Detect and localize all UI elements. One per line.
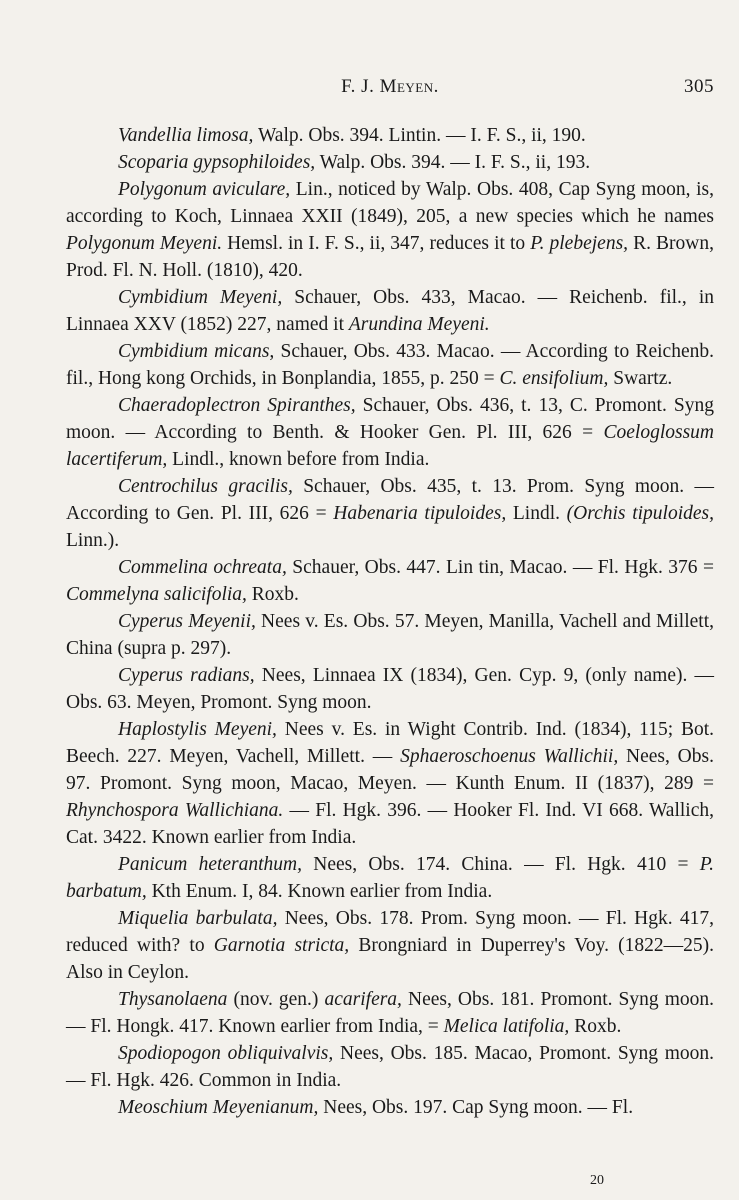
species-entry <box>66 392 714 473</box>
italic-name: C. ensifolium, <box>499 368 609 389</box>
entry-text: Nees, Obs. 185. Macao, Promont. Syng moon. — Fl. Hgk. 426. Common in India. <box>66 1043 714 1091</box>
entry-text: Schauer, Obs. 435, t. 13. Prom. Syng moon. — According to Gen. Pl. III, 626 = <box>66 476 714 524</box>
printer-signature-mark: 20 <box>590 1173 604 1188</box>
italic-name: Sphaeroschoenus Wallichii, <box>400 746 619 767</box>
species-entry <box>66 662 714 716</box>
italic-name: Spodiopogon obliquivalvis, <box>118 1043 334 1064</box>
species-entry <box>66 473 714 554</box>
italic-name: Chaeradoplectron Spiranthes, <box>118 395 356 416</box>
italic-name: Meoschium Meyenianum, <box>118 1097 319 1118</box>
entry-text: Walp. Obs. 394. — I. F. S., ii, 193. <box>315 152 591 173</box>
italic-name: Cymbidium Meyeni, <box>118 287 283 308</box>
entry-text: Schauer, Obs. 436, t. 13, C. Promont. Syng moon. — According to Benth. & Hooker Gen. Pl. III, 626 = <box>66 395 714 443</box>
italic-name: (Orchis tipuloides, <box>566 503 714 524</box>
italic-name: P. barbatum, <box>66 854 714 902</box>
entry-text: Nees, Obs. 97. Promont. Syng moon, Macao, Meyen. — Kunth Enum. II (1837), 289 = <box>66 746 714 794</box>
species-entry <box>66 338 714 392</box>
italic-name: Cyperus Meyenii, <box>118 611 256 632</box>
italic-name: Thysanolaena <box>118 989 228 1010</box>
entry-text: Nees, Obs. 197. Cap Syng moon. — Fl. <box>318 1097 634 1118</box>
entry-text: Lin., noticed by Walp. Obs. 408, Cap Syng moon, is, according to Koch, Linnaea XXII (1849), 205, a new species which he names <box>66 179 714 227</box>
italic-name: Scoparia gypsophiloides, <box>118 152 316 173</box>
page-number: 305 <box>684 76 714 97</box>
entry-text: Schauer, Obs. 433. Macao. — According to Reichenb. fil., Hong kong Orchids, in Bonplandia, 1855, p. 250 = <box>66 341 714 389</box>
italic-name: Commelina ochreata, <box>118 557 287 578</box>
species-entry <box>66 1094 714 1121</box>
italic-name: Habenaria tipuloides, <box>333 503 507 524</box>
species-entry <box>66 554 714 608</box>
entry-text: Nees, Linnaea IX (1834), Gen. Cyp. 9, (only name). — Obs. 63. Meyen, Promont. Syng moon. <box>66 665 715 713</box>
species-entry <box>66 176 714 284</box>
italic-name: acarifera, <box>324 989 402 1010</box>
entry-text: Swartz. <box>608 368 673 389</box>
entry-text: Walp. Obs. 394. Lintin. — I. F. S., ii, 190. <box>253 125 586 146</box>
species-entry <box>66 149 714 176</box>
italic-name: Haplostylis Meyeni, <box>118 719 277 740</box>
italic-name: Cyperus radians, <box>118 665 255 686</box>
running-head-author: F. J. Meyen. <box>341 76 439 97</box>
running-head <box>66 76 714 102</box>
entry-text: R. Brown, Prod. Fl. N. Holl. (1810), 420. <box>66 233 714 281</box>
italic-name: Centrochilus gracilis, <box>118 476 293 497</box>
italic-name: Miquelia barbulata, <box>118 908 278 929</box>
species-entry <box>66 986 714 1040</box>
species-entry <box>66 122 714 149</box>
italic-name: Garnotia stricta, <box>213 935 350 956</box>
species-entry <box>66 851 714 905</box>
italic-name: Commelyna salicifolia, <box>66 584 247 605</box>
entry-text: Linn.). <box>66 530 120 551</box>
italic-name: Vandellia limosa, <box>118 125 254 146</box>
entry-text: — Fl. Hgk. 396. — Hooker Fl. Ind. VI 668. Wallich, Cat. 3422. Known earlier from India. <box>66 800 714 848</box>
entry-text: Nees, Obs. 178. Prom. Syng moon. — Fl. Hgk. 417, reduced with? to <box>66 908 714 956</box>
entry-text: Lindl. <box>506 503 567 524</box>
species-entry <box>66 905 714 986</box>
species-entry <box>66 608 714 662</box>
italic-name: Panicum heteranthum, <box>118 854 303 875</box>
entry-text: (nov. gen.) <box>227 989 325 1010</box>
entry-text: Nees v. Es. Obs. 57. Meyen, Manilla, Vachell and Millett, China (supra p. 297). <box>66 611 714 659</box>
species-entry <box>66 1040 714 1094</box>
species-entry <box>66 716 714 851</box>
entry-text: Kth Enum. I, 84. Known earlier from India. <box>146 881 493 902</box>
entry-text: Nees v. Es. in Wight Contrib. Ind. (1834), 115; Bot. Beech. 227. Meyen, Vachell, Millett. — <box>66 719 714 767</box>
entry-text: Lindl., known before from India. <box>167 449 430 470</box>
entry-text: Schauer, Obs. 447. Lin tin, Macao. — Fl. Hgk. 376 = <box>286 557 714 578</box>
entry-text: Roxb. <box>246 584 299 605</box>
entry-text: Roxb. <box>569 1016 622 1037</box>
italic-name: Coeloglossum lacertiferum, <box>66 422 714 470</box>
entry-text: Nees, Obs. 181. Promont. Syng moon. — Fl. Hongk. 417. Known earlier from India, = <box>66 989 714 1037</box>
entry-text: Brongniard in Duperrey's Voy. (1822—25). Also in Ceylon. <box>66 935 715 983</box>
italic-name: Cymbidium micans, <box>118 341 275 362</box>
italic-name: Polygonum aviculare, <box>118 179 291 200</box>
species-entry <box>66 284 714 338</box>
italic-name: Arundina Meyeni. <box>348 314 490 335</box>
italic-name: Rhynchospora Wallichiana. <box>66 800 284 821</box>
entry-text: Schauer, Obs. 433, Macao. — Reichenb. fil., in Linnaea XXV (1852) 227, named it <box>66 287 714 335</box>
italic-name: P. plebejens, <box>530 233 629 254</box>
italic-name: Melica latifolia, <box>443 1016 570 1037</box>
entry-text: Hemsl. in I. F. S., ii, 347, reduces it to <box>222 233 531 254</box>
italic-name: Polygonum Meyeni. <box>66 233 223 254</box>
entry-text: Nees, Obs. 174. China. — Fl. Hgk. 410 = <box>302 854 700 875</box>
body-text <box>66 122 714 1121</box>
